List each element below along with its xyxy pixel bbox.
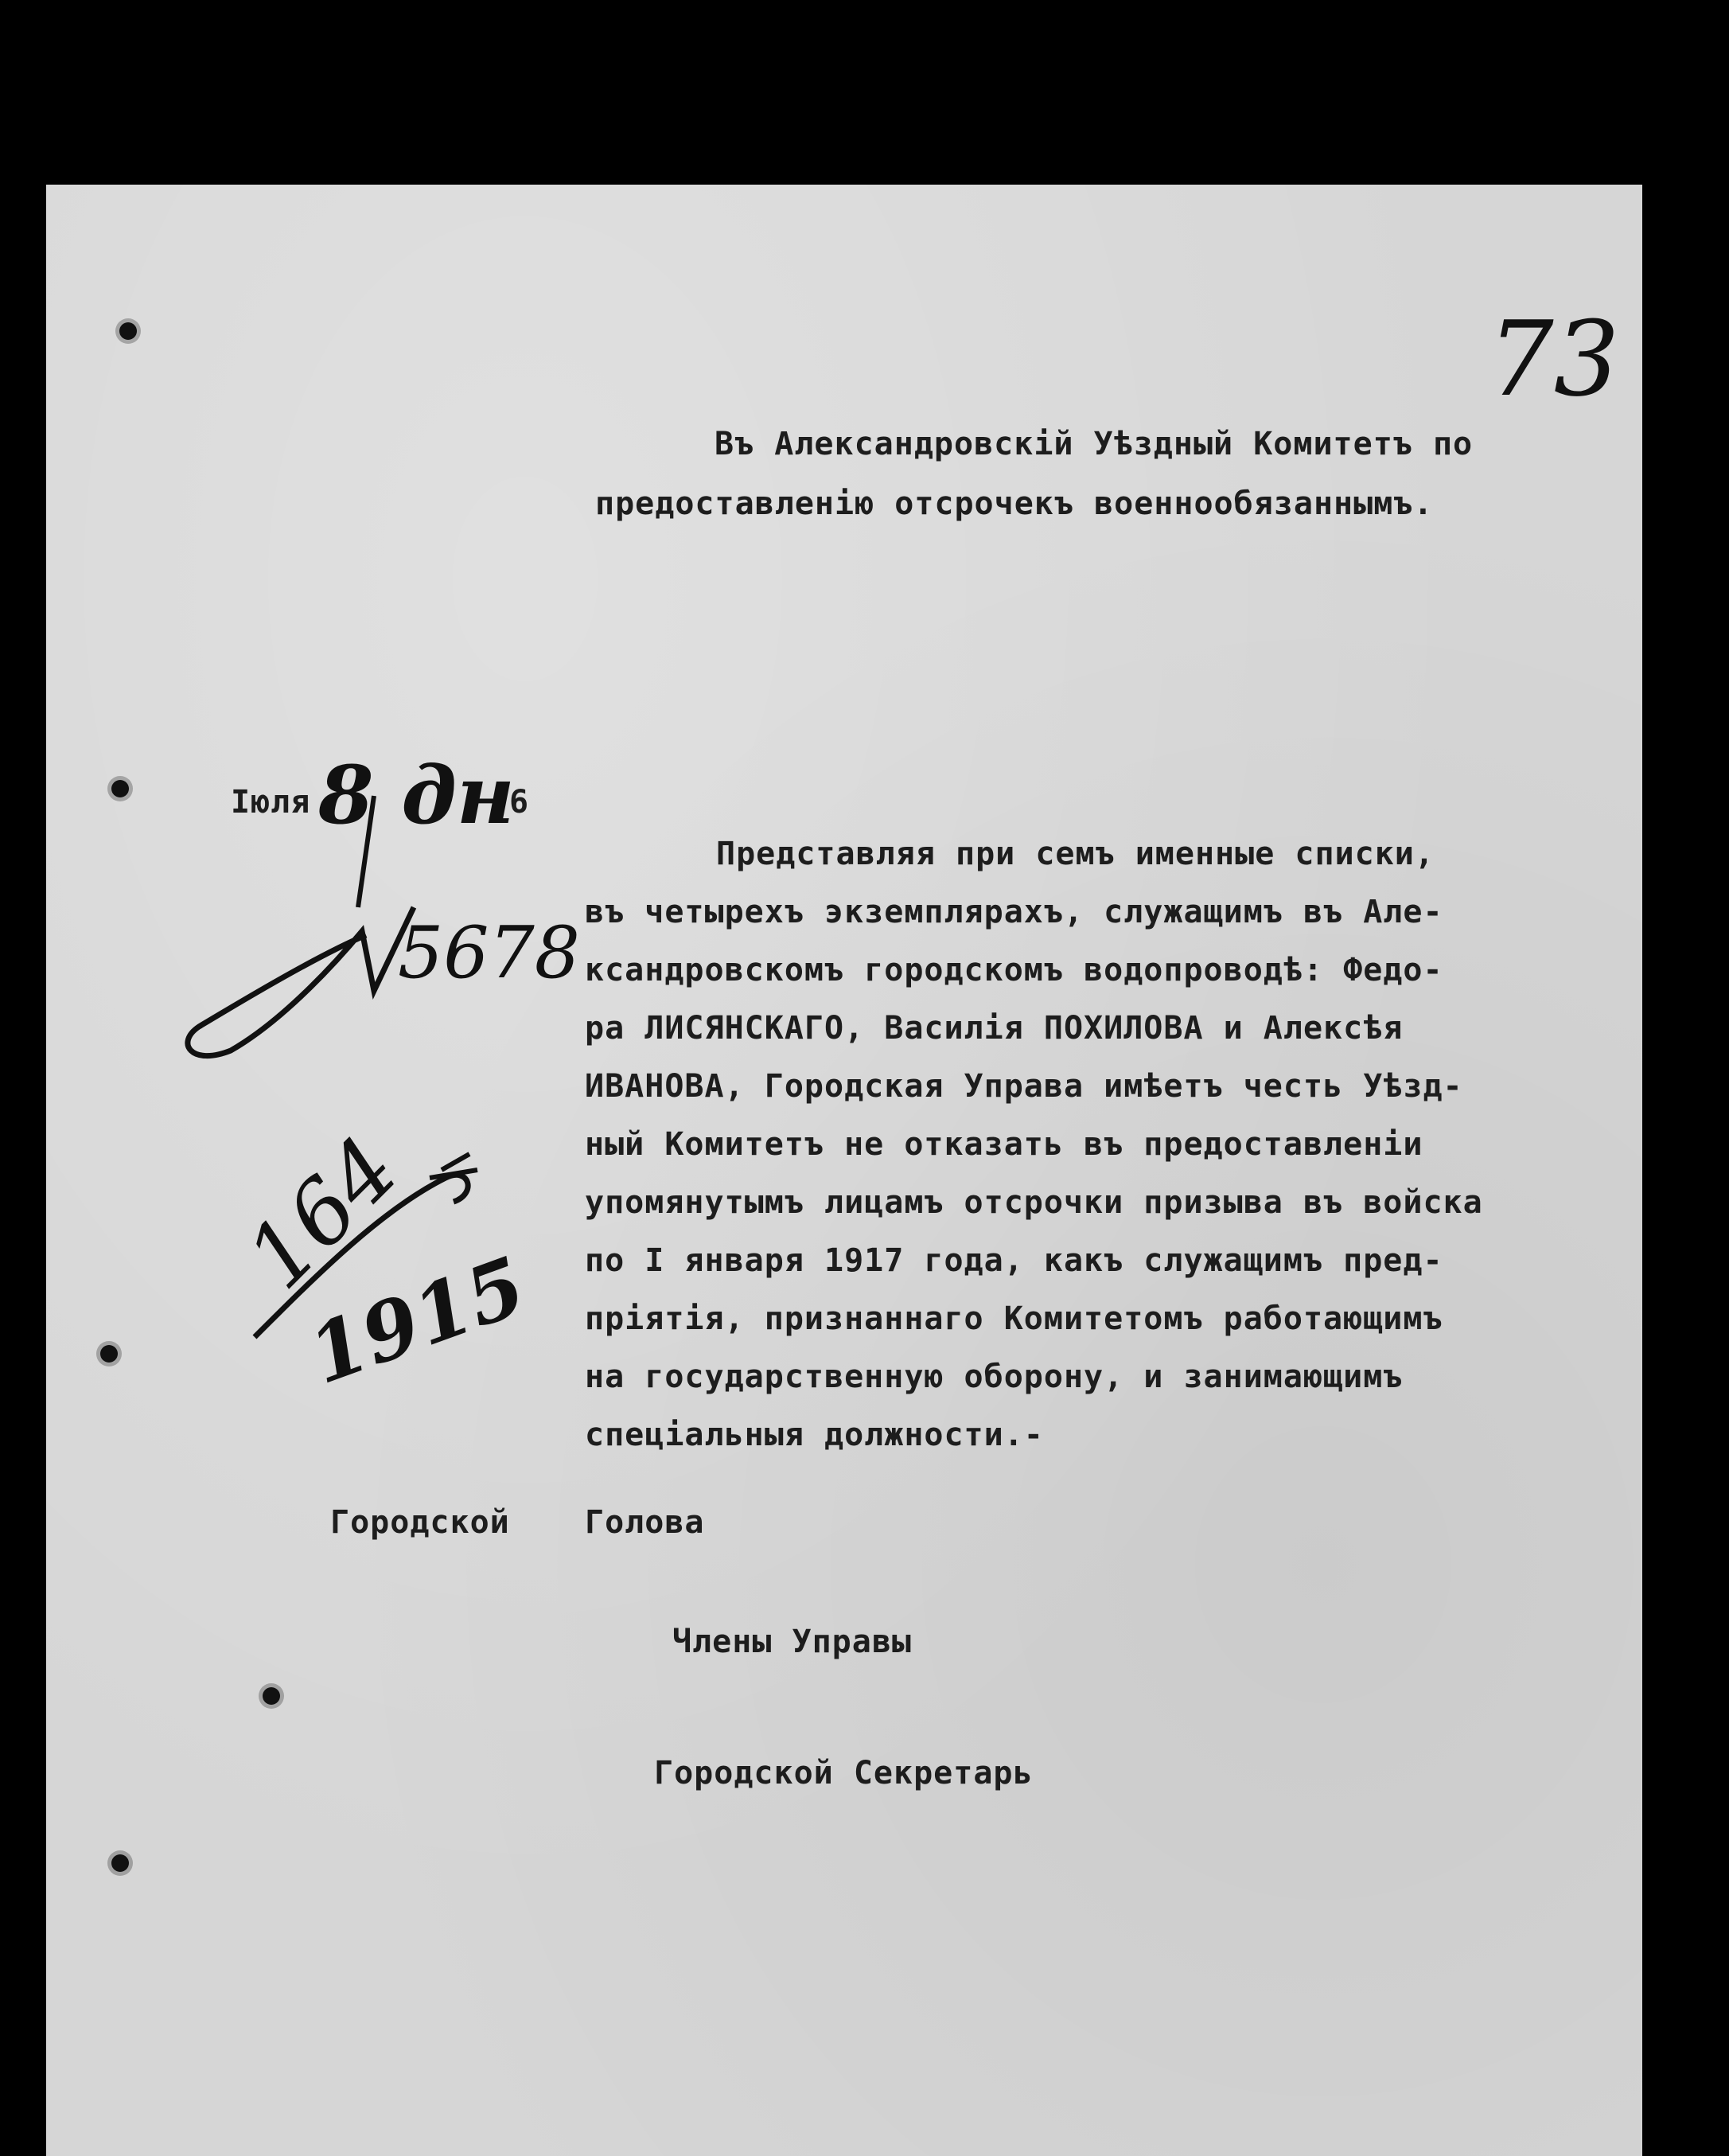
date-handwritten: 8 дн [318,748,515,842]
body-line: ксандровскомъ городскомъ водопроводѣ: Федо- [585,952,1443,988]
body-line: спеціальныя должности.- [585,1417,1044,1453]
outgoing-number: 5678 [398,911,581,995]
signature-hook [430,1154,477,1178]
addressee-line-1: Въ Александровскій Уѣздный Комитетъ по [715,426,1474,462]
date-month: Іюля [231,784,311,821]
date-year-suffix: 6 [509,784,530,821]
body-line: ра ЛИСЯНСКАГО, Василія ПОХИЛОВА и Алексѣя [585,1010,1404,1047]
mayor-title-left: Городской [330,1504,510,1541]
body-line: ИВАНОВА, Городская Управа имѣетъ честь Уѣзд- [585,1068,1463,1105]
page-number: 73 [1488,298,1620,419]
registry-number: 164 [227,1117,418,1308]
body-line: на государственную оборону, и занимающимъ [585,1359,1404,1395]
body-line: въ четырехъ экземплярахъ, служащимъ въ Але- [585,894,1443,930]
body-line: ный Комитетъ не отказать въ предоставленіи [585,1126,1423,1163]
signature-curve [255,1175,468,1337]
addressee-line-2: предоставленію отсрочекъ военнообязаннымъ. [595,485,1434,522]
body-line: упомянутымъ лицамъ отсрочки призыва въ войска [585,1184,1483,1221]
mayor-title-right: Голова [585,1504,705,1541]
body-line: по I января 1917 года, какъ служащимъ пред- [585,1242,1443,1279]
city-secretary: Городской Секретарь [654,1755,1034,1791]
number-sign-stroke [188,907,414,1056]
board-members: Члены Управы [672,1624,912,1660]
date-underline-stroke [358,796,374,907]
body-line: Представляя при семъ именные списки, [716,836,1435,872]
registry-year: 1915 [297,1238,538,1403]
body-line: пріятія, признаннаго Комитетомъ работающимъ [585,1300,1443,1337]
